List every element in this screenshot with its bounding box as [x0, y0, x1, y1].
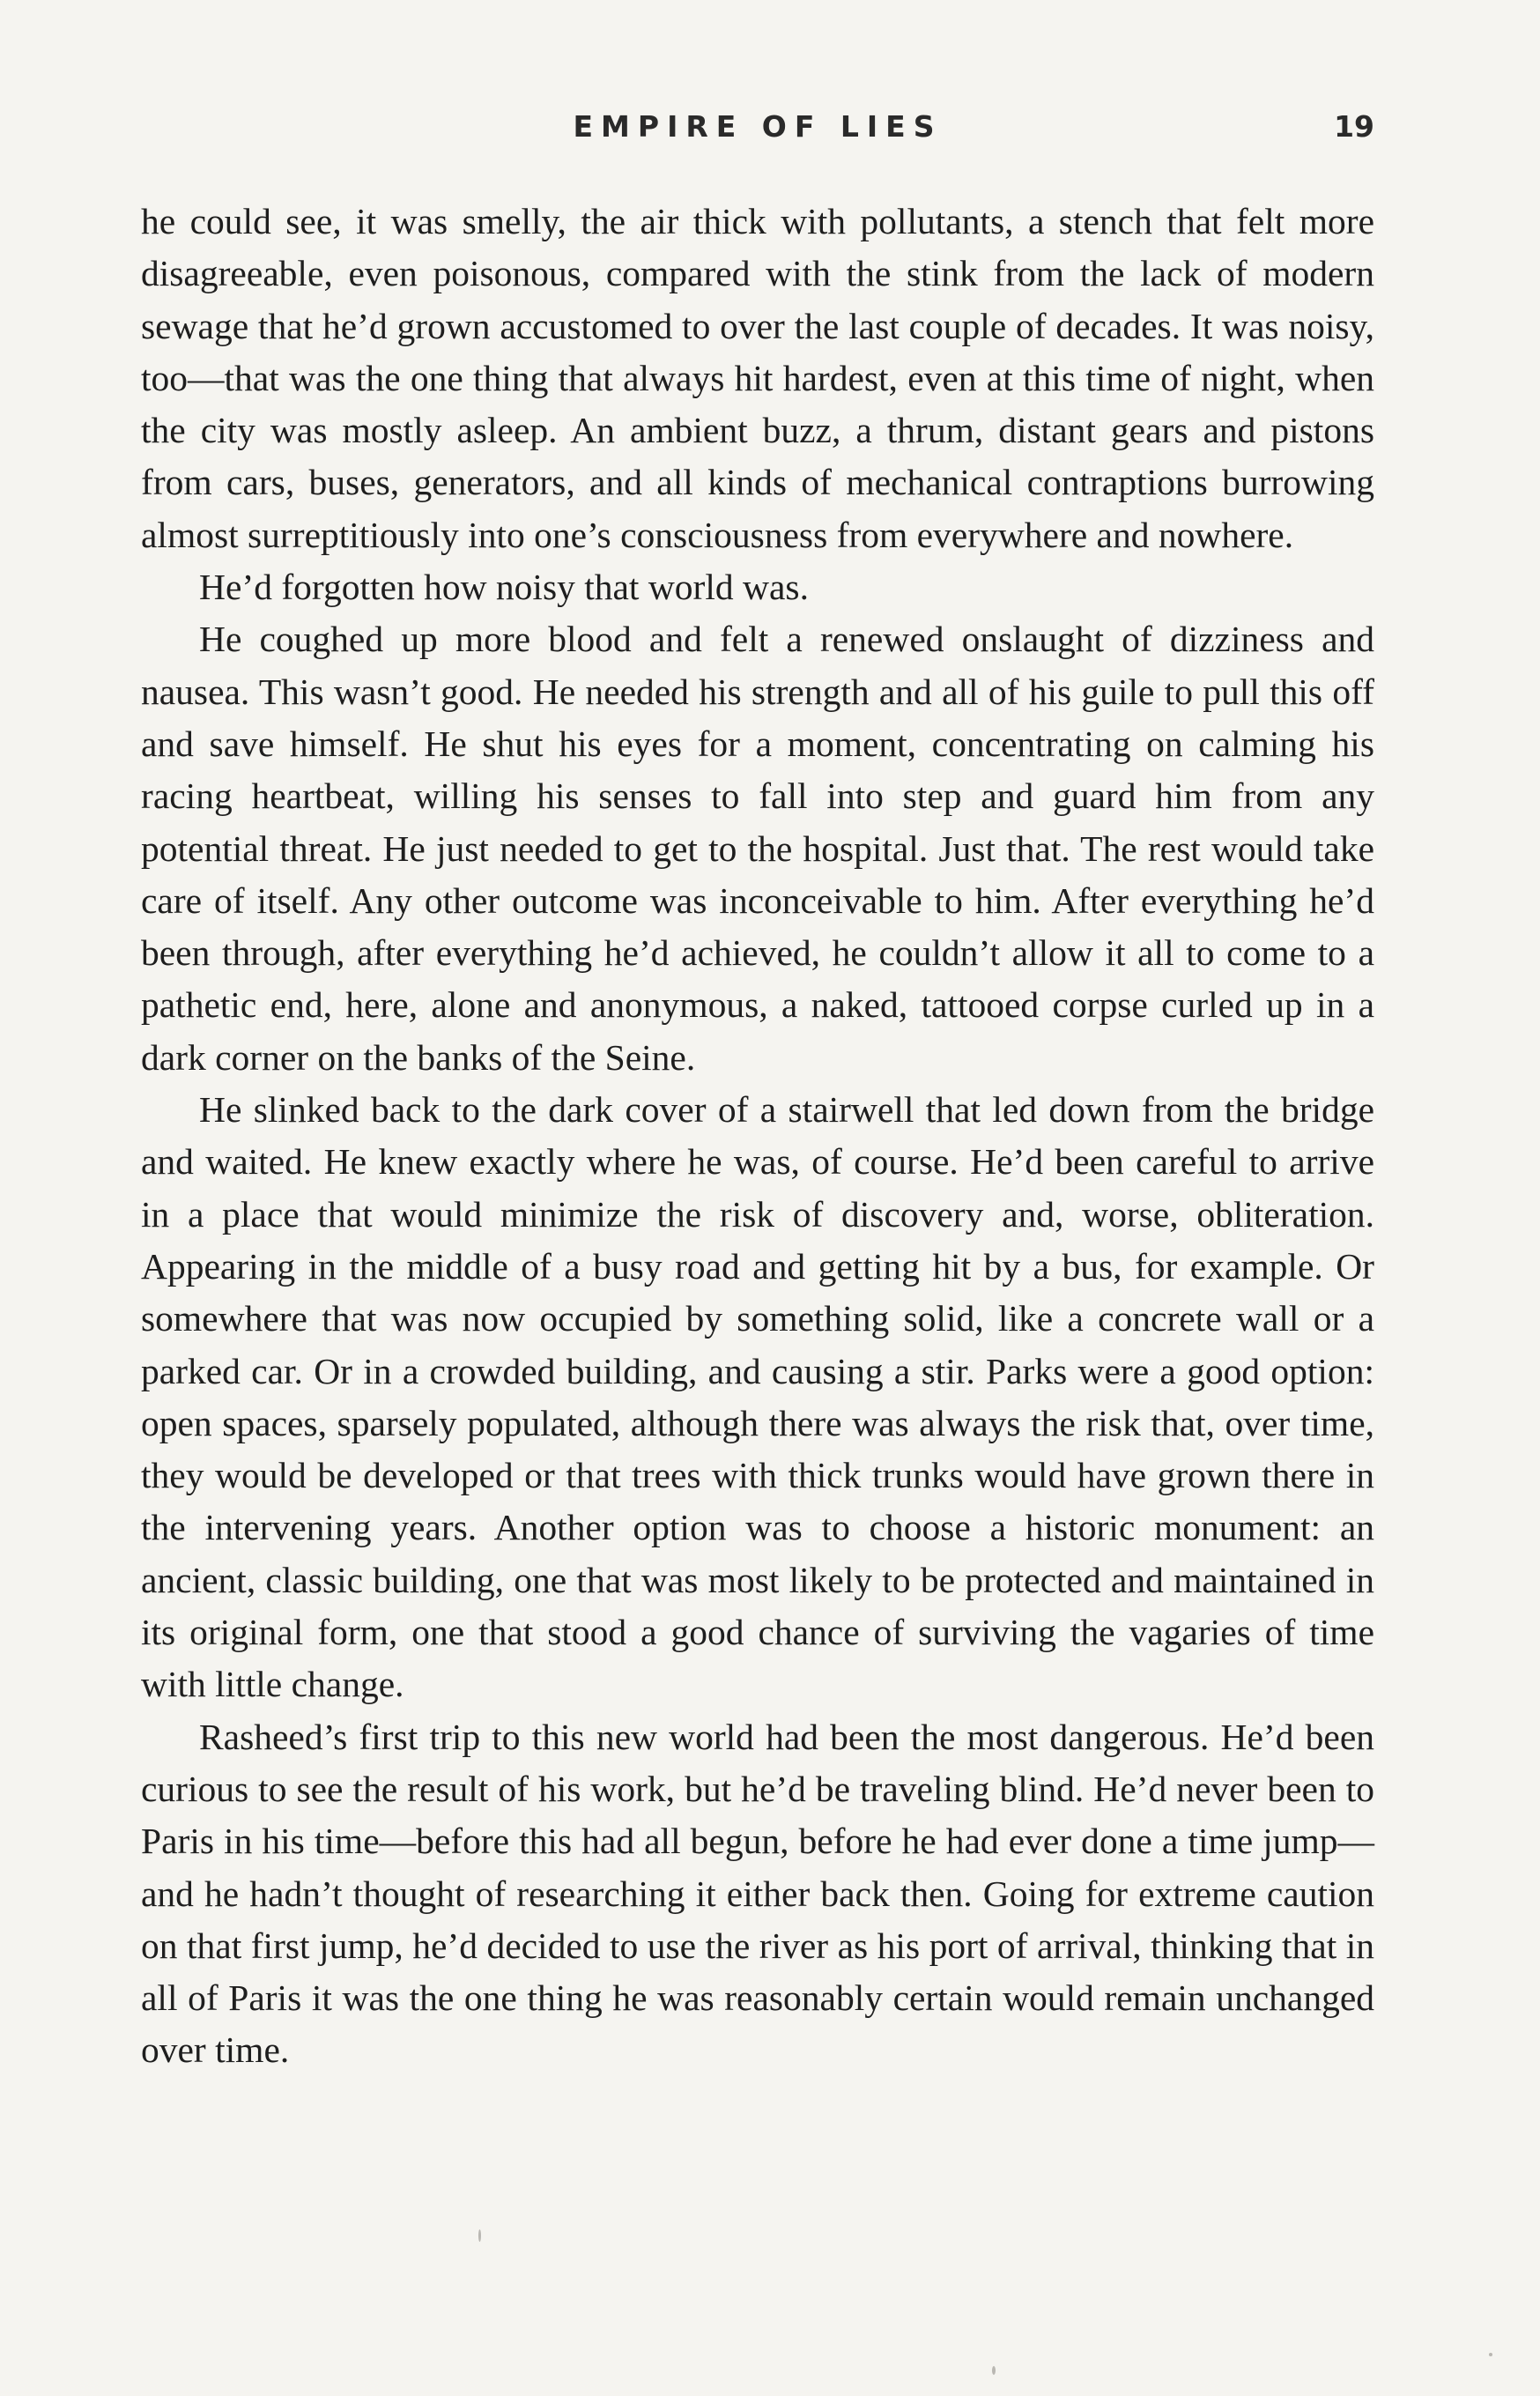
paper-speck	[1489, 2353, 1492, 2356]
paragraph-continued: he could see, it was smelly, the air thick with pollutants, a stench that felt more disagreeable, even poisonous, compared with the stink from the lack of modern sewage that he’d grown accustomed to over the last couple of decades. It was noisy, too—that was the one thing that always hit hardest, even at this time of night, when the city was mostly asleep. An ambient buzz, a thrum, distant gears and pistons from cars, buses, generators, and all kinds of mechanical contraptions burrowing almost surreptitiously into one’s consciousness from everywhere and nowhere.	[141, 201, 1374, 555]
running-head	[141, 109, 1374, 162]
paragraph: He coughed up more blood and felt a renewed onslaught of dizziness and nausea. This wasn’t good. He needed his strength and all of his guile to pull this off and save himself. He shut his eyes for a moment, concentrating on calming his racing heartbeat, willing his senses to fall into step and guard him from any potential threat. He just needed to get to the hospital. Just that. The rest would take care of itself. Any other outcome was inconceivable to him. After everything he’d been through, after everything he’d achieved, he couldn’t allow it all to come to a pathetic end, here, alone and anonymous, a naked, tattooed corpse curled up in a dark corner on the banks of the Seine.	[141, 619, 1374, 1078]
paragraph: Rasheed’s first trip to this new world had been the most dangerous. He’d been curious to see the result of his work, but he’d be traveling blind. He’d never been to Paris in his time—before this had all begun, before he had ever done a time jump—and he hadn’t thought of researching it either back then. Going for extreme caution on that first jump, he’d decided to use the river as his port of arrival, thinking that in all of Paris it was the one thing he was reasonably certain would remain unchanged over time.	[141, 1716, 1374, 2071]
paper-speck	[478, 2229, 481, 2242]
paragraph: He slinked back to the dark cover of a stairwell that led down from the bridge and waited. He knew exactly where he was, of course. He’d been careful to arrive in a place that would minimize the risk of discovery and, worse, obliteration. Appearing in the middle of a busy road and getting hit by a bus, for example. Or somewhere that was now occupied by something solid, like a concrete wall or a parked car. Or in a crowded building, and causing a stir. Parks were a good option: open spaces, sparsely populated, although there was always the risk that, over time, they would be developed or that trees with thick trunks would have grown there in the intervening years. Another option was to choose a historic monument: an ancient, classic building, one that was most likely to be protected and maintained in its original form, one that stood a good chance of surviving the vagaries of time with little change.	[141, 1089, 1374, 1705]
book-title: EMPIRE OF LIES	[573, 109, 943, 144]
body-text	[141, 196, 1374, 2077]
paragraph: He’d forgotten how noisy that world was.	[199, 567, 809, 608]
page-number: 19	[1334, 109, 1374, 144]
paper-speck	[992, 2366, 996, 2375]
